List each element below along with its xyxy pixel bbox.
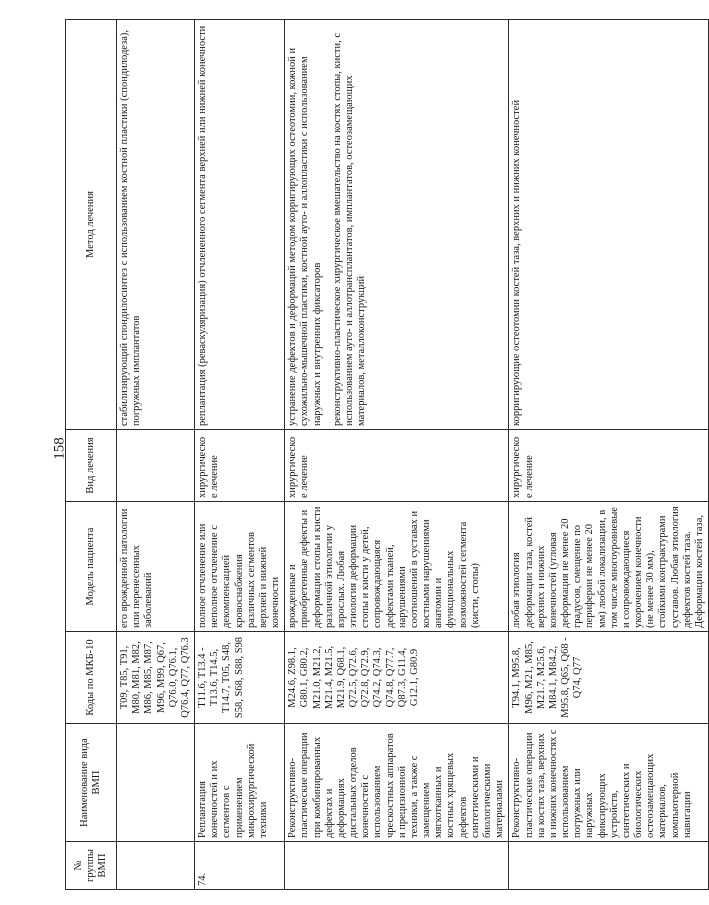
header-icd-codes: Коды по МКБ-10 (66, 632, 117, 724)
cell-treatment-type: хирургическое лечение (509, 430, 709, 502)
table-row (509, 20, 709, 890)
cell-vmp-name (117, 724, 195, 842)
cell-group-number (285, 842, 509, 890)
cell-icd-codes: T09, T85, T91, M80, M81, M82, M86, M85, M87, M96, M99, Q67, Q76.0, Q76.1, Q76.4, Q77, Q76.3 (117, 632, 195, 724)
cell-treatment-type: хирургическое лечение (285, 430, 509, 502)
header-group-number: № группы ВМП (66, 842, 117, 890)
method-item: реконструктивно-пластическое хирургическое вмешательство на костях стопы, кисти, с использованием ауто- и аллотрансплантатов, имплантатов, остеозамещающих материалов, металлоконструкций (331, 33, 368, 426)
cell-vmp-name: Реконструктивно-пластические операции на костях таза, верхних и нижних конечностях с использованием погружных или наружных фиксирующих устройств, синтетических и биологических остеозамещающих материалов, компьютерной навигации (509, 724, 709, 842)
cell-icd-codes: T94.1, M95.8, M96, M21, M85, M21.7, M25.6, M84.1, M84.2, M95.8, Q65, Q68 - Q74, Q77 (509, 632, 709, 724)
cell-treatment-type: хирургическое лечение (195, 430, 285, 502)
cell-vmp-name: Реконструктивно-пластические операции при комбинированных дефектах и деформациях дистальных отделов конечностей с использованием чрескостных аппаратов и прецизионной техники, а также с замещением мягкотканных и костных хрящевых дефектов синтетическими и биологическими материалами (285, 724, 509, 842)
cell-patient-model: врожденные и приобретенные дефекты и деформации стопы и кисти различной этиологии у взрослых. Любая этиология деформации стопы и кисти у детей, сопровождающаяся дефектами тканей, нарушениями соотношений в суставах и костными нарушениями анатомии и функциональных возможностей сегмента (кисти, стопы) (285, 502, 509, 632)
cell-vmp-name: Реплантация конечностей и их сегментов с применением микрохирургической техники (195, 724, 285, 842)
table-row (285, 20, 509, 890)
method-item: реплантация (реваскуляризация) отчлененного сегмента верхней или нижней конечности (197, 25, 209, 426)
rotated-table-page (65, 20, 705, 890)
cell-treatment-method (509, 20, 709, 430)
table-row (195, 20, 285, 890)
cell-treatment-type (117, 430, 195, 502)
cell-patient-model: любая этиология деформации таза, костей верхних и нижних конечностей (угловая деформация не менее 20 градусов, смещение по периферии не менее 20 мм) любой локализации, в том числе многоуровневые и сопровождающиеся укорочением конечности (не менее 30 мм), стойкими контрактурами суставов. Любая этиология дефектов костей таза. Деформации костей таза, (509, 502, 709, 632)
cell-group-number: 74. (195, 842, 285, 890)
cell-patient-model: полное отчленение или неполное отчленение с декомпенсацией кровоснабжения различных сегментов верхней и нижней конечности (195, 502, 285, 632)
vmp-table (65, 19, 709, 890)
method-item: устранение дефектов и деформаций методом корригирующих остеотомии, кожной и сухожильно-мышечной пластики, костной ауто- и аллопластики с использованием наружных и внутренних фиксаторов (287, 47, 323, 426)
table-row (117, 20, 195, 890)
header-treatment-type: Вид лечения (66, 430, 117, 502)
table-header-row (66, 20, 117, 890)
page-number: 158 (51, 437, 68, 460)
cell-icd-codes: M24.6, Z98.1, G80.1, G80.2, M21.0, M21.2, M21.4, M21.5, M21.9, Q68.1, Q72.5, Q72.6, Q72.8, Q72.9, Q74.2, Q74.3, Q74.8, Q77.7, Q87.3, G11.4, G12.1, G80.9 (285, 632, 509, 724)
cell-treatment-method (195, 20, 285, 430)
header-patient-model: Модель пациента (66, 502, 117, 632)
cell-treatment-method (117, 20, 195, 430)
cell-group-number (509, 842, 709, 890)
method-item: корригирующие остеотомии костей таза, верхних и нижних конечностей (511, 99, 523, 426)
method-item: стабилизирующий спондилосинтез с использованием костной пластики (спондилодеза), погружных имплантатов (119, 29, 143, 426)
cell-treatment-method (285, 20, 509, 430)
header-vmp-name: Наименование вида ВМП (66, 724, 117, 842)
header-treatment-method: Метод лечения (66, 20, 117, 430)
cell-icd-codes: T11.6, T13.4 - T13.6, T14.5, T14.7, T05, S48, S58, S68, S88, S98 (195, 632, 285, 724)
cell-patient-model: его врожденной патологии или перенесенных заболеваний (117, 502, 195, 632)
cell-group-number (117, 842, 195, 890)
